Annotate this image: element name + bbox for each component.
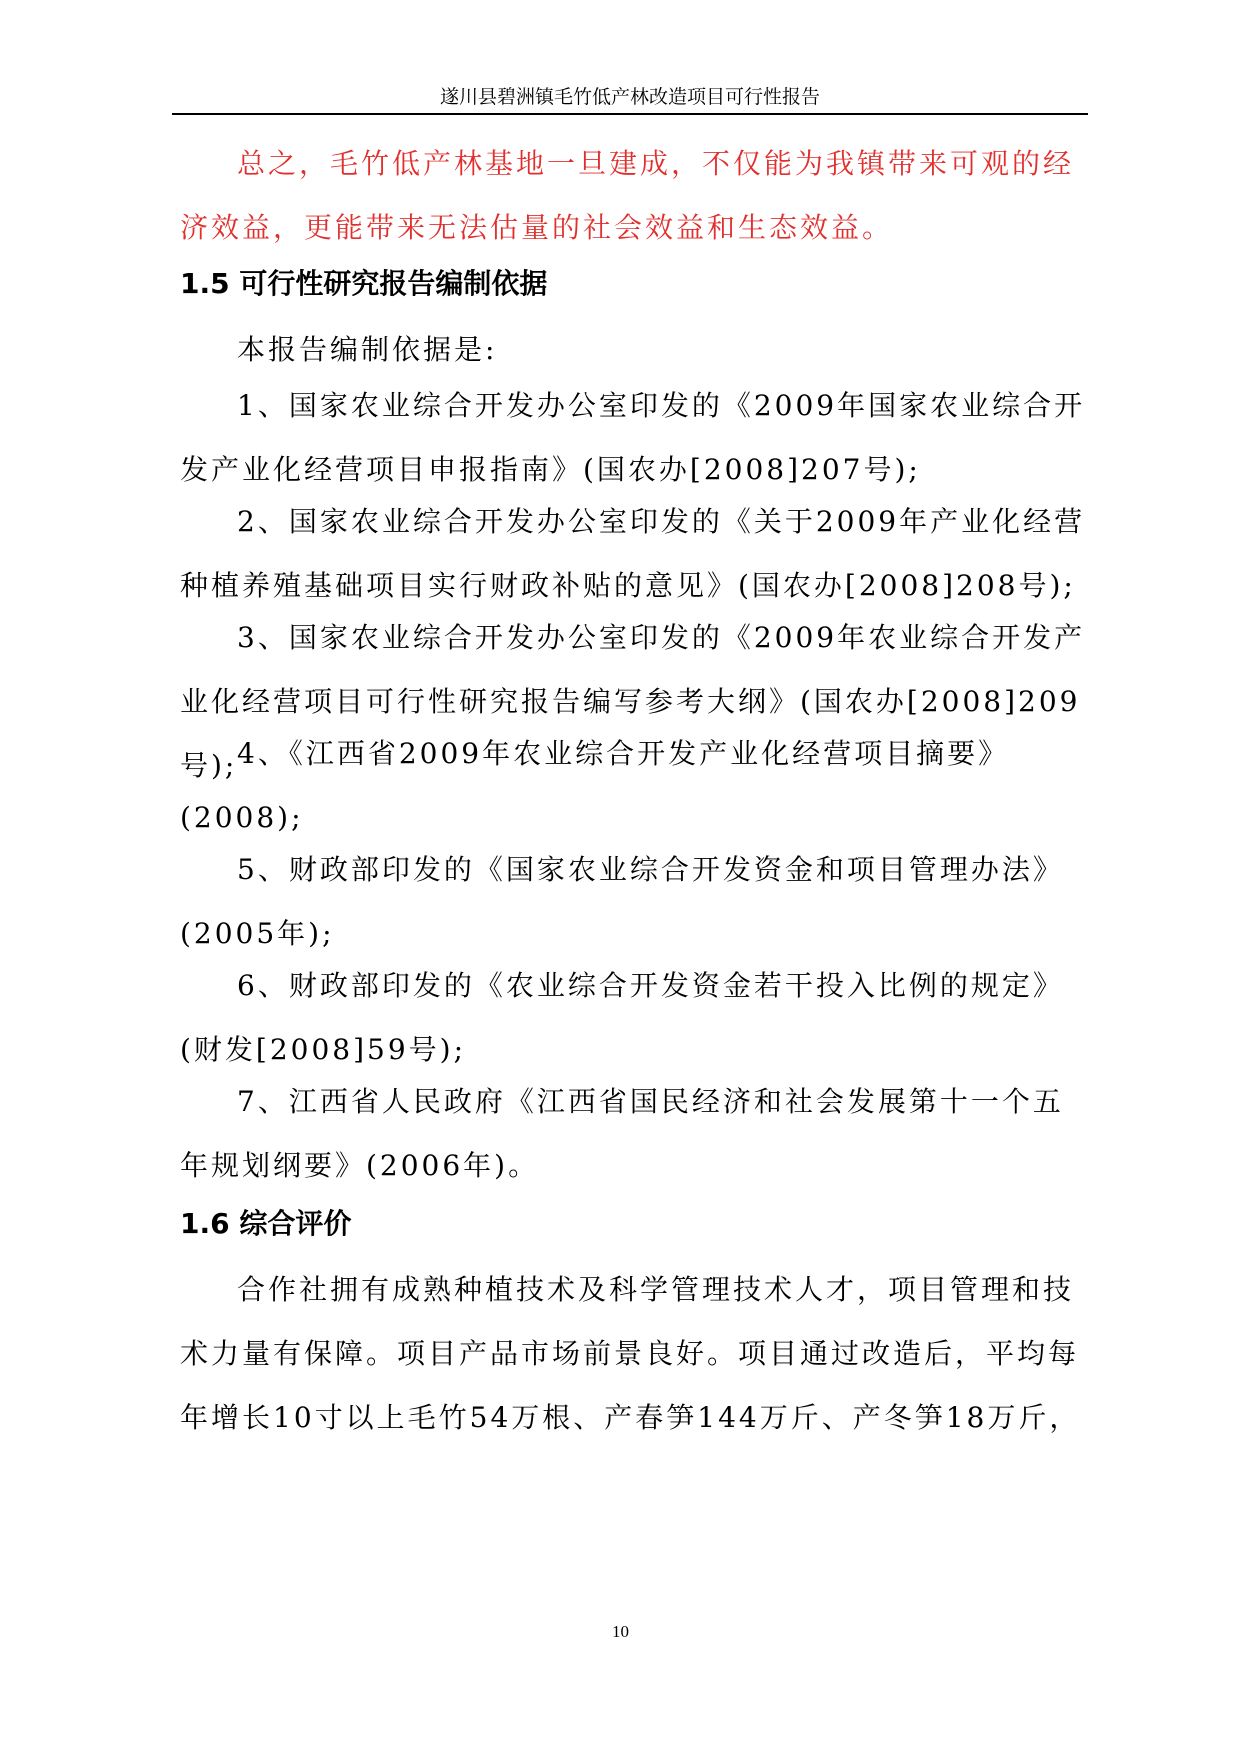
evaluation-paragraph: 合作社拥有成熟种植技术及科学管理技术人才，项目管理和技术力量有保障。项目产品市场前景良好。项目通过改造后，平均每年增长10寸以上毛竹54万根、产春笋144万斤、产冬笋18万斤， (180, 1273, 1081, 1434)
conclusion-paragraph: 总之，毛竹低产林基地一旦建成，不仅能为我镇带来可观的经济效益，更能带来无法估量的社会效益和生态效益。 (180, 147, 1075, 244)
basis-item-4: 4、《江西省2009年农业综合开发产业化经营项目摘要》(2008); (180, 737, 1010, 834)
page-header: 遂川县碧洲镇毛竹低产林改造项目可行性报告 (439, 86, 820, 108)
basis-item-5: 5、财政部印发的《国家农业综合开发资金和项目管理办法》(2005年); (180, 853, 1064, 950)
section-1-6-heading: 1.6 综合评价 (180, 1207, 352, 1240)
basis-intro: 本报告编制依据是: (237, 333, 498, 366)
header-divider (172, 113, 1088, 115)
basis-item-7: 7、江西省人民政府《江西省国民经济和社会发展第十一个五年规划纲要》(2006年)。 (180, 1085, 1064, 1182)
basis-item-2: 2、国家农业综合开发办公室印发的《关于2009年产业化经营种植养殖基础项目实行财政补贴的意见》(国农办[2008]208号); (180, 505, 1086, 602)
page-number: 10 (612, 1622, 629, 1641)
section-1-5-heading: 1.5 可行性研究报告编制依据 (180, 267, 548, 300)
basis-item-1: 1、国家农业综合开发办公室印发的《2009年国家农业综合开发产业化经营项目申报指南》(国农办[2008]207号); (180, 389, 1086, 486)
basis-item-6: 6、财政部印发的《农业综合开发资金若干投入比例的规定》(财发[2008]59号); (180, 969, 1064, 1066)
basis-item-3: 3、国家农业综合开发办公室印发的《2009年农业综合开发产业化经营项目可行性研究报告编写参考大纲》(国农办[2008]209号); (180, 621, 1086, 782)
